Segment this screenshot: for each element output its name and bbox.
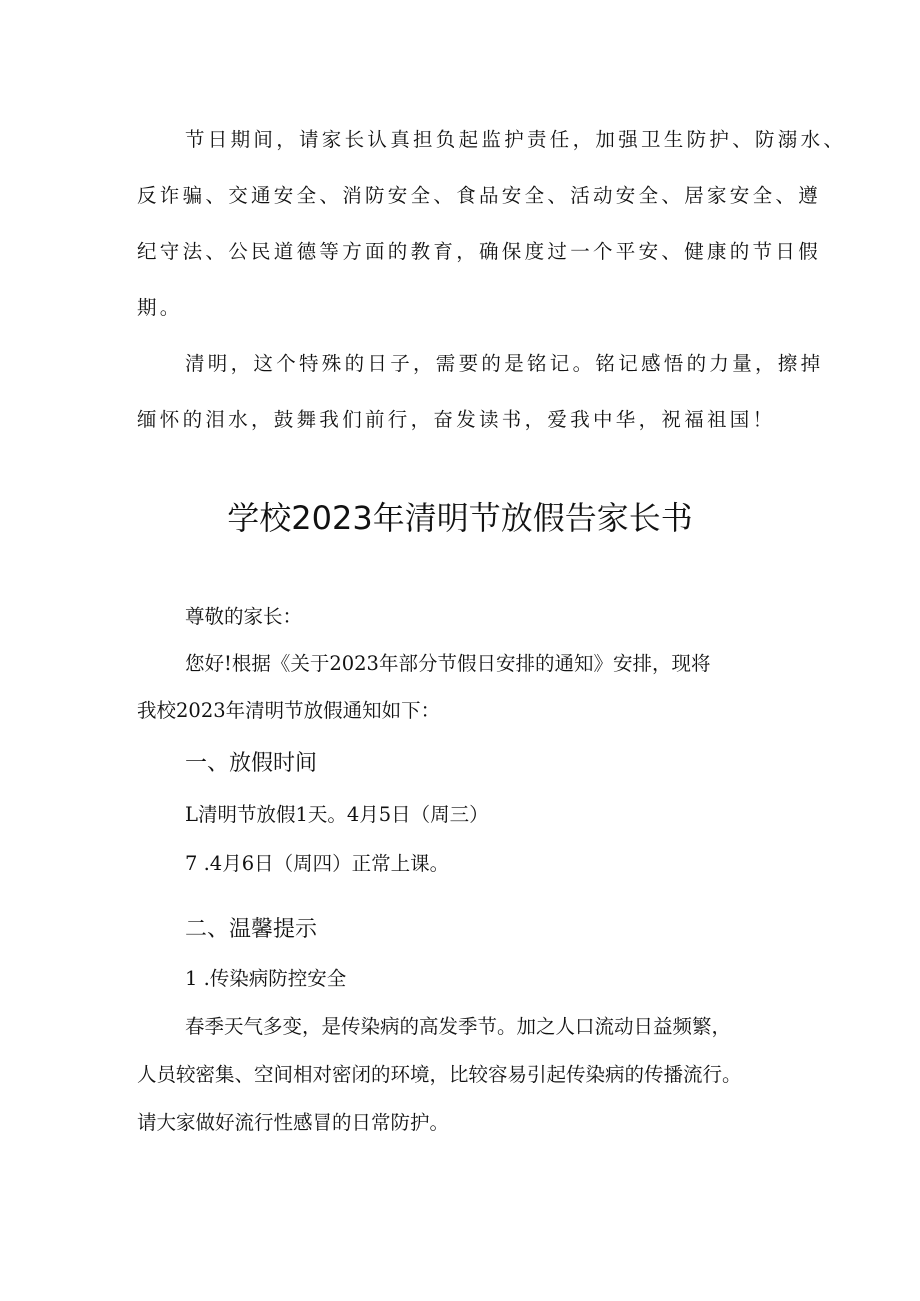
intro-paragraph-1-line-3: 纪守法、公民道德等方面的教育，确保度过一个平安、健康的节日假	[137, 240, 822, 263]
reminder-body-line-2: 人员较密集、空间相对密闭的环境，比较容易引起传染病的传播流行。	[137, 1063, 742, 1086]
intro-paragraph-2-line-2: 缅怀的泪水，鼓舞我们前行，奋发读书，爱我中华，祝福祖国！	[137, 408, 776, 431]
reminder-body-line-1: 春季天气多变，是传染病的高发季节。加之人口流动日益频繁，	[185, 1015, 732, 1038]
holiday-item-2: 7 .4月6日（周四）正常上课。	[185, 852, 450, 875]
opening-line-2: 我校2023年清明节放假通知如下：	[137, 699, 441, 722]
letter-title: 学校2023年清明节放假告家长书	[227, 499, 693, 537]
salutation: 尊敬的家长：	[185, 605, 303, 628]
intro-paragraph-2-line-1: 清明，这个特殊的日子，需要的是铭记。铭记感悟的力量，擦掉	[185, 352, 824, 375]
intro-paragraph-1-line-2: 反诈骗、交通安全、消防安全、食品安全、活动安全、居家安全、遵	[137, 184, 822, 207]
reminder-subheading-1: 1 .传染病防控安全	[185, 967, 347, 990]
reminder-body-line-3: 请大家做好流行性感冒的日常防护。	[137, 1111, 450, 1134]
intro-paragraph-1-line-4: 期。	[137, 296, 183, 319]
opening-line-1: 您好!根据《关于2023年部分节假日安排的通知》安排，现将	[185, 652, 711, 675]
section-heading-reminders: 二、温馨提示	[185, 917, 318, 942]
holiday-item-1: L清明节放假1天。4月5日（周三）	[185, 803, 489, 826]
section-heading-holiday-time: 一、放假时间	[185, 751, 318, 776]
intro-paragraph-1-line-1: 节日期间，请家长认真担负起监护责任，加强卫生防护、防溺水、	[185, 128, 847, 151]
